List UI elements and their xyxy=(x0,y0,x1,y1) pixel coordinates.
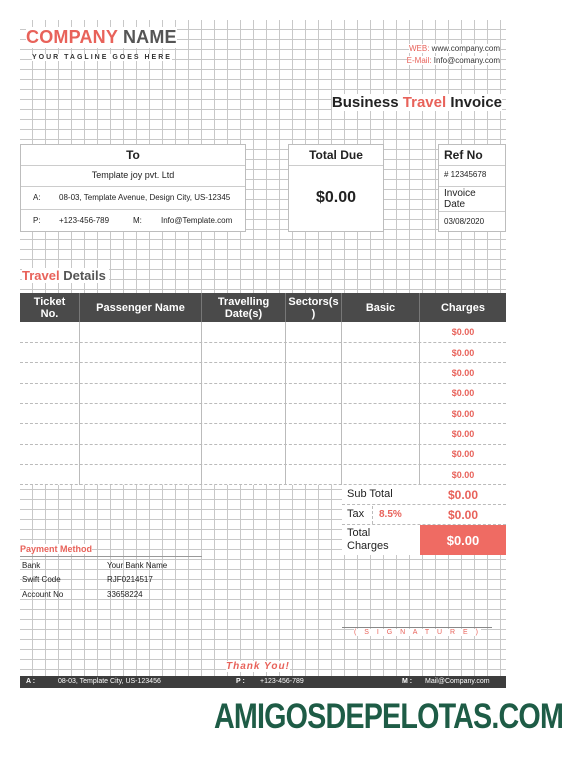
signature-label: ( S I G N A T U R E ) xyxy=(354,629,481,636)
contact-email: E-Mail: Info@comany.com xyxy=(406,56,500,65)
charge-row-7: $0.00 xyxy=(451,449,475,459)
total-charges-label: Total Charges xyxy=(347,527,389,552)
watermark-text: AMIGOSDEPELOTAS.COM xyxy=(214,697,563,736)
bank-value: Your Bank Name xyxy=(107,561,168,570)
address-label: A: xyxy=(33,193,41,202)
phone-label: P: xyxy=(33,216,41,225)
swift-code-label: Swift Code xyxy=(22,575,61,584)
bill-to-name: Template joy pvt. Ltd xyxy=(91,170,175,180)
bill-to-address: 08-03, Template Avenue, Design City, US-12345 xyxy=(59,193,231,202)
footer-phone: +123-456-789 xyxy=(260,678,304,685)
total-charges-value: $0.00 xyxy=(420,525,506,555)
footer-address-label: A : xyxy=(26,678,36,685)
bank-label: Bank xyxy=(22,561,41,570)
reference-block xyxy=(438,144,506,232)
charge-row-2: $0.00 xyxy=(451,348,475,358)
invoice-date: 03/08/2020 xyxy=(444,217,485,226)
invoice-date-label: Invoice Date xyxy=(444,188,476,210)
company-tagline: YOUR TAGLINE GOES HERE xyxy=(32,54,172,61)
charge-row-3: $0.00 xyxy=(451,368,475,378)
charge-row-4: $0.00 xyxy=(451,388,475,398)
total-due-block xyxy=(288,144,384,232)
charge-row-6: $0.00 xyxy=(451,429,475,439)
footer-phone-label: P : xyxy=(236,678,245,685)
subtotal-value: $0.00 xyxy=(447,488,479,502)
col-charges: Charges xyxy=(440,301,486,314)
footer-mail: Mail@Company.com xyxy=(425,678,490,685)
ref-no-header: Ref No xyxy=(444,148,483,162)
footer-address: 08-03, Template City, US-123456 xyxy=(58,678,161,685)
total-due-header: Total Due xyxy=(309,148,363,162)
tax-label: Tax xyxy=(347,508,365,520)
account-no-label: Account No xyxy=(22,590,64,599)
payment-method-header: Payment Method xyxy=(20,544,93,554)
table-header xyxy=(20,293,506,322)
footer-mail-label: M : xyxy=(402,678,413,685)
mail-label: M: xyxy=(133,216,142,225)
bill-to-mail: Info@Template.com xyxy=(161,216,233,225)
charge-row-8: $0.00 xyxy=(451,470,475,480)
total-due-amount: $0.00 xyxy=(315,189,357,206)
invoice-sheet xyxy=(20,20,506,688)
swift-code-value: RJF0214517 xyxy=(107,575,153,584)
tax-rate: 8.5% xyxy=(379,509,402,520)
col-passenger-name: Passenger Name xyxy=(80,293,202,322)
account-no-value: 33658224 xyxy=(107,590,143,599)
bill-to-block xyxy=(20,144,246,232)
contact-web: WEB: www.company.com xyxy=(408,44,500,53)
col-basic: Basic xyxy=(342,293,420,322)
col-sectors: Sectors(s ) xyxy=(286,293,342,322)
company-name: COMPANY NAME xyxy=(26,27,177,47)
subtotal-label: Sub Total xyxy=(347,488,393,500)
footer-bar xyxy=(20,676,506,688)
tax-value: $0.00 xyxy=(447,508,479,522)
bill-to-header: To xyxy=(126,148,140,162)
table-body xyxy=(20,322,506,485)
col-ticket-no: Ticket No. xyxy=(20,293,80,322)
charge-row-1: $0.00 xyxy=(451,327,475,337)
charge-row-5: $0.00 xyxy=(451,409,475,419)
thank-you-text: Thank You! xyxy=(226,661,290,672)
bill-to-phone: +123-456-789 xyxy=(59,216,110,225)
col-travelling-dates: Travelling Date(s) xyxy=(202,293,286,322)
ref-number: # 12345678 xyxy=(444,170,487,179)
travel-details-title: Travel Details xyxy=(22,268,109,283)
invoice-title: Business Travel Invoice xyxy=(331,94,502,111)
